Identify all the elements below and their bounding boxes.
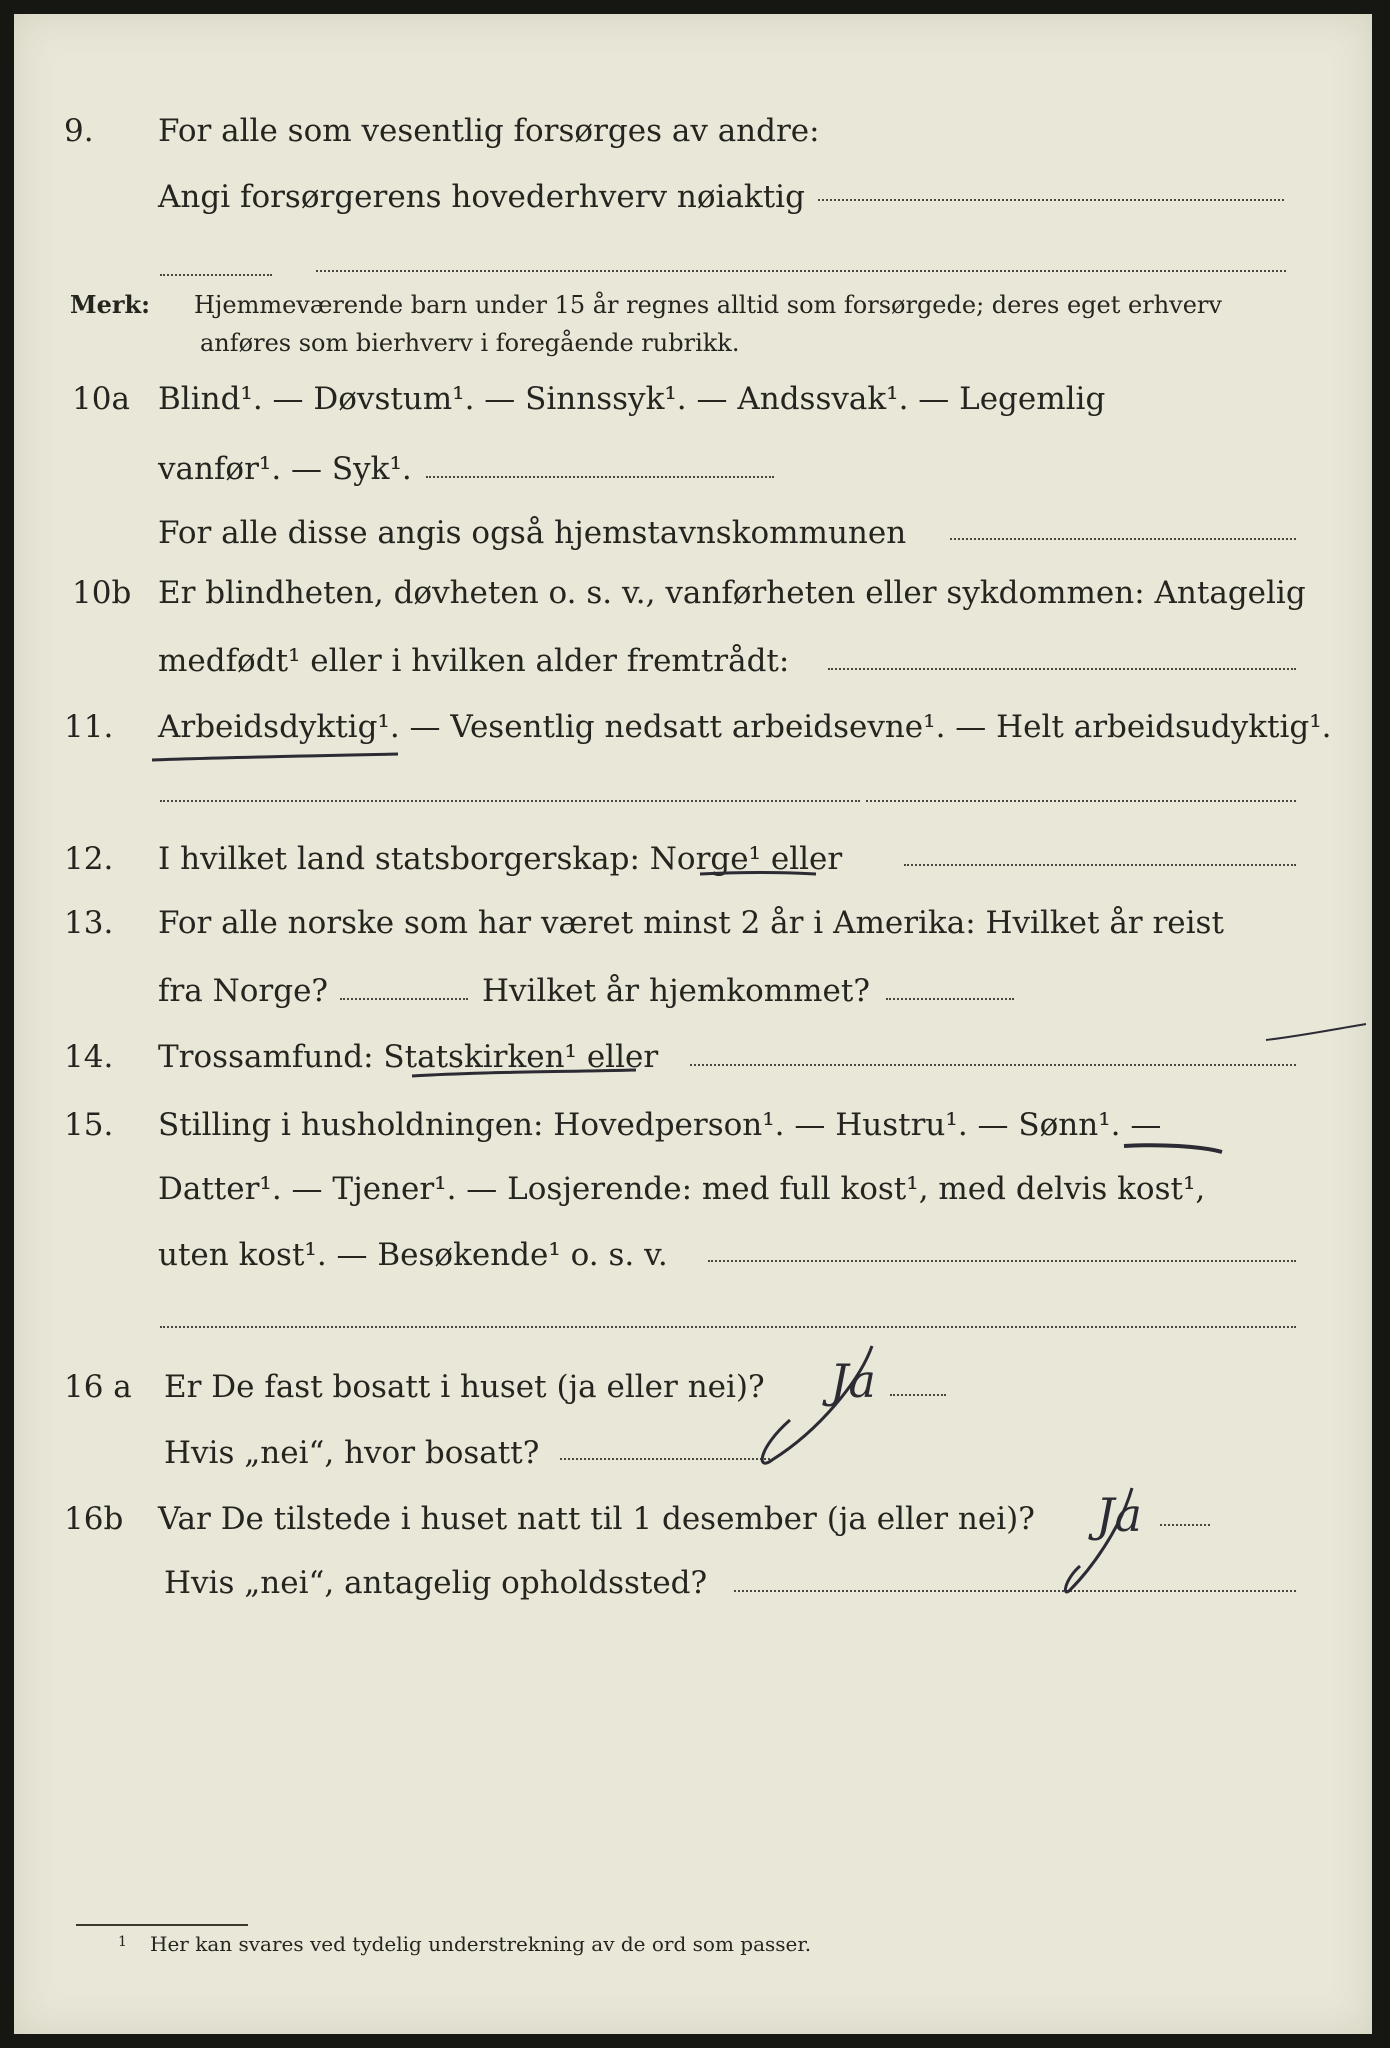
question-text: Arbeidsdyktig¹. — Vesentlig nedsatt arbeidsevne¹. — Helt arbeidsudyktig¹. — [158, 709, 1332, 745]
question-text: For alle som vesentlig forsørges av andre: — [158, 113, 820, 149]
question-number: 9. — [64, 113, 94, 149]
footnote-text: Her kan svares ved tydelig understrekning av de ord som passer. — [150, 1932, 812, 1956]
question-number: 12. — [64, 841, 114, 877]
question-number: 16 a — [64, 1369, 132, 1405]
underline-statskirken — [412, 1070, 636, 1076]
question-text: Var De tilstede i huset natt til 1 desember (ja eller nei)? — [158, 1501, 1035, 1537]
question-text: Er blindheten, døvheten o. s. v., vanførheten eller sykdommen: Antagelig — [158, 575, 1306, 611]
question-text: Er De fast bosatt i huset (ja eller nei)? — [164, 1369, 765, 1405]
question-text: I hvilket land statsborgerskap: Norge¹ eller — [158, 841, 843, 877]
footnote-mark: 1 — [118, 1934, 127, 1950]
ja-stroke-1 — [762, 1346, 872, 1463]
question-text: For alle disse angis også hjemstavnskommunen — [158, 515, 907, 551]
question-text: uten kost¹. — Besøkende¹ o. s. v. — [158, 1237, 668, 1273]
underline-arbeidsdyktig — [152, 754, 398, 760]
question-text: Hvis „nei“, antagelig opholdssted? — [164, 1565, 708, 1601]
question-text: Trossamfund: Statskirken¹ eller — [158, 1039, 659, 1075]
question-text: Blind¹. — Døvstum¹. — Sinnssyk¹. — Andssvak¹. — Legemlig — [158, 381, 1106, 417]
handwritten-answer: Ja — [830, 1354, 876, 1408]
question-number: 14. — [64, 1039, 114, 1075]
handwritten-answer: Ja — [1096, 1488, 1142, 1542]
question-number: 10a — [72, 381, 130, 417]
question-number: 13. — [64, 905, 114, 941]
question-number: 10b — [72, 575, 132, 611]
question-number: 16b — [64, 1501, 124, 1537]
question-number: 15. — [64, 1107, 114, 1143]
question-text: Datter¹. — Tjener¹. — Losjerende: med full kost¹, med delvis kost¹, — [158, 1171, 1206, 1207]
note-label: Merk: — [70, 290, 150, 319]
question-text: Hvis „nei“, hvor bosatt? — [164, 1435, 540, 1471]
question-text: Angi forsørgerens hovederhverv nøiaktig — [158, 179, 805, 215]
note-text: anføres som bierhverv i foregående rubrikk. — [200, 329, 740, 357]
underline-sonn — [1124, 1145, 1222, 1152]
question-text: vanfør¹. — Syk¹. — [158, 451, 412, 487]
note-text: Hjemmeværende barn under 15 år regnes alltid som forsørgede; deres eget erhverv — [194, 291, 1222, 319]
question-number: 11. — [64, 709, 114, 745]
underline-norge — [700, 873, 816, 875]
pen-stroke — [1266, 1024, 1366, 1040]
question-text: Stilling i husholdningen: Hovedperson¹. — Hustru¹. — Sønn¹. — — [158, 1107, 1162, 1143]
question-text: fra Norge? — [158, 973, 329, 1009]
ja-stroke-2 — [1065, 1488, 1132, 1592]
question-text: For alle norske som har været minst 2 år i Amerika: Hvilket år reist — [158, 905, 1224, 941]
question-text: Hvilket år hjemkommet? — [482, 973, 870, 1009]
question-text: medfødt¹ eller i hvilken alder fremtrådt: — [158, 643, 790, 679]
